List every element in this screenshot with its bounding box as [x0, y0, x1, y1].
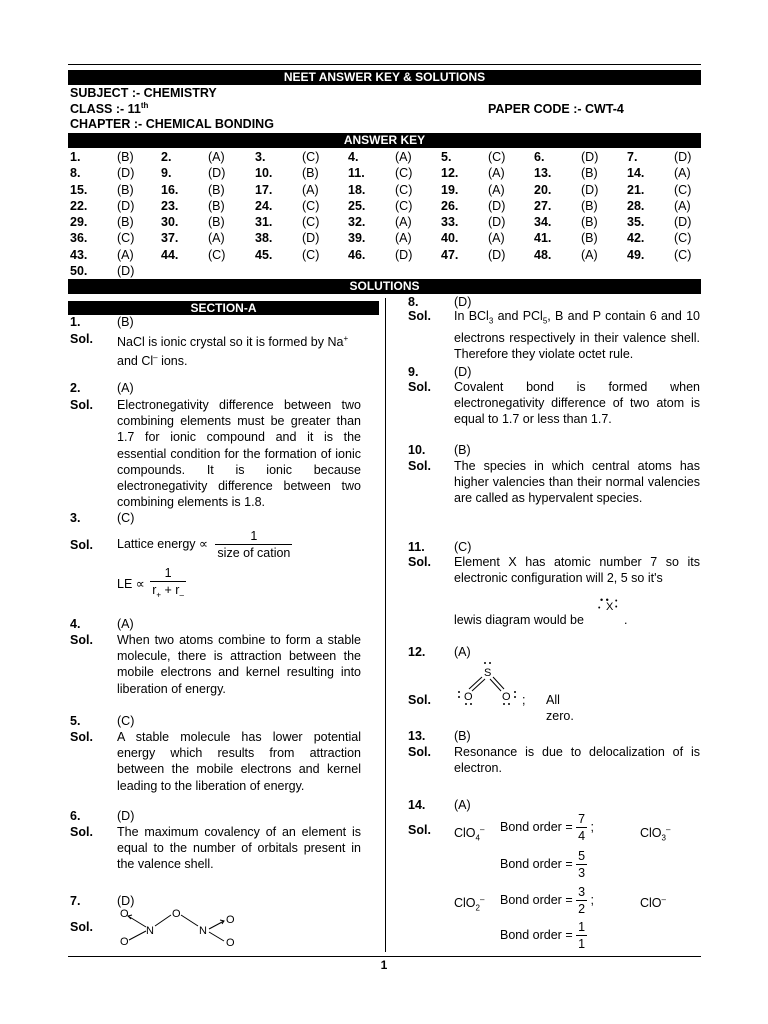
answer-key-answer: (A)	[302, 182, 319, 197]
answer-key-answer: (C)	[302, 247, 320, 262]
answer-key-question-number: 24.	[255, 198, 273, 213]
answer-key-question-number: 44.	[161, 247, 179, 262]
answer-key-question-number: 30.	[161, 215, 179, 230]
svg-text:O: O	[172, 908, 181, 920]
answer-key-question-number: 32.	[348, 215, 366, 230]
answer-key-answer: (B)	[117, 150, 134, 164]
answer-key-answer: (D)	[674, 150, 692, 164]
answer-key-answer: (C)	[302, 198, 320, 213]
answer-key-question-number: 21.	[627, 182, 645, 197]
svg-text:O: O	[502, 691, 511, 703]
answer-key-question-number: 50.	[70, 264, 88, 279]
answer-key-answer: (D)	[488, 215, 506, 230]
answer-key-question-number: 5.	[441, 150, 452, 164]
answer-key-answer: (A)	[488, 166, 505, 181]
answer-key-answer: (D)	[302, 231, 320, 246]
answer-key-answer: (A)	[488, 231, 505, 246]
svg-text:N: N	[199, 925, 207, 937]
answer-key-question-number: 47.	[441, 247, 459, 262]
answer-key-row	[68, 166, 701, 182]
answer-key-question-number: 22.	[70, 198, 88, 213]
answer-key-answer: (B)	[208, 182, 225, 197]
answer-key-grid	[68, 150, 701, 280]
answer-key-answer: (A)	[488, 182, 505, 197]
answer-key-question-number: 18.	[348, 182, 366, 197]
answer-key-question-number: 14.	[627, 166, 645, 181]
answer-key-row	[68, 264, 701, 280]
n2o5-structure-diagram	[118, 905, 248, 950]
answer-key-answer: (C)	[674, 231, 692, 246]
answer-key-question-number: 43.	[70, 247, 88, 262]
answer-key-answer: (A)	[395, 215, 412, 230]
answer-key-answer: (C)	[488, 150, 506, 164]
answer-key-answer: (D)	[581, 150, 599, 164]
answer-key-answer: (D)	[581, 182, 599, 197]
answer-key-answer: (C)	[674, 247, 692, 262]
answer-key-question-number: 45.	[255, 247, 273, 262]
bottom-rule	[68, 956, 701, 957]
paper-code: PAPER CODE :- CWT-4	[488, 102, 624, 116]
chapter: CHAPTER :- CHEMICAL BONDING	[70, 117, 274, 131]
svg-text:O: O	[226, 937, 235, 949]
answer-key-row	[68, 183, 701, 199]
answer-key-answer: (C)	[395, 182, 413, 197]
answer-key-answer: (D)	[488, 198, 506, 213]
answer-key-answer: (B)	[208, 198, 225, 213]
svg-text:O: O	[226, 914, 235, 926]
answer-key-question-number: 37.	[161, 231, 179, 246]
answer-key-answer: (A)	[395, 150, 412, 164]
answer-key-answer: (D)	[395, 247, 413, 262]
answer-key-answer: (D)	[117, 198, 135, 213]
page-number: 1	[380, 958, 388, 972]
answer-key-question-number: 6.	[534, 150, 545, 164]
svg-text:O: O	[464, 691, 473, 703]
answer-key-answer: (B)	[117, 215, 134, 230]
answer-key-row	[68, 199, 701, 215]
answer-key-question-number: 4.	[348, 150, 359, 164]
answer-key-answer: (A)	[208, 150, 225, 164]
answer-key-answer: (A)	[208, 231, 225, 246]
answer-key-answer: (B)	[581, 231, 598, 246]
answer-key-answer: (D)	[117, 264, 135, 279]
svg-text:N: N	[146, 925, 154, 937]
answer-key-question-number: 2.	[161, 150, 172, 164]
answer-key-answer: (C)	[674, 182, 692, 197]
answer-key-question-number: 49.	[627, 247, 645, 262]
answer-key-question-number: 25.	[348, 198, 366, 213]
answer-key-question-number: 28.	[627, 198, 645, 213]
answer-key-answer: (B)	[581, 198, 598, 213]
answer-key-question-number: 34.	[534, 215, 552, 230]
answer-key-answer: (D)	[117, 166, 135, 181]
answer-key-question-number: 38.	[255, 231, 273, 246]
answer-key-question-number: 9.	[161, 166, 172, 181]
svg-text:O: O	[120, 936, 129, 948]
subject: SUBJECT :- CHEMISTRY	[70, 86, 217, 100]
svg-text:O: O	[120, 908, 129, 920]
page-title: NEET ANSWER KEY & SOLUTIONS	[68, 70, 701, 85]
answer-key-question-number: 13.	[534, 166, 552, 181]
lewis-dot-x: X • • • • •	[598, 595, 618, 613]
answer-key-answer: (C)	[302, 150, 320, 164]
answer-key-question-number: 46.	[348, 247, 366, 262]
top-rule	[68, 64, 701, 65]
answer-key-question-number: 40.	[441, 231, 459, 246]
answer-key-question-number: 15.	[70, 182, 88, 197]
answer-key-question-number: 19.	[441, 182, 459, 197]
answer-key-question-number: 11.	[348, 166, 365, 181]
answer-key-question-number: 36.	[70, 231, 88, 246]
answer-key-question-number: 26.	[441, 198, 459, 213]
answer-key-answer: (C)	[302, 215, 320, 230]
answer-key-answer: (D)	[674, 215, 692, 230]
answer-key-question-number: 41.	[534, 231, 552, 246]
answer-key-question-number: 23.	[161, 198, 179, 213]
answer-key-row	[68, 231, 701, 247]
answer-key-question-number: 17.	[255, 182, 273, 197]
answer-key-answer: (B)	[117, 182, 134, 197]
answer-key-question-number: 33.	[441, 215, 459, 230]
solutions-title: SOLUTIONS	[68, 279, 701, 294]
answer-key-answer: (B)	[208, 215, 225, 230]
answer-key-answer: (A)	[674, 166, 691, 181]
answer-key-answer: (D)	[208, 166, 226, 181]
answer-key-question-number: 12.	[441, 166, 459, 181]
answer-key-question-number: 16.	[161, 182, 179, 197]
answer-key-question-number: 29.	[70, 215, 88, 230]
answer-key-answer: (B)	[302, 166, 319, 181]
answer-key-answer: (A)	[117, 247, 134, 262]
answer-key-question-number: 8.	[70, 166, 81, 181]
answer-key-answer: (D)	[488, 247, 506, 262]
answer-key-question-number: 3.	[255, 150, 266, 164]
answer-key-answer: (A)	[395, 231, 412, 246]
answer-key-question-number: 10.	[255, 166, 273, 181]
answer-key-question-number: 7.	[627, 150, 638, 164]
answer-key-answer: (B)	[581, 215, 598, 230]
answer-key-question-number: 20.	[534, 182, 552, 197]
answer-key-question-number: 31.	[255, 215, 273, 230]
answer-key-answer: (B)	[581, 166, 598, 181]
answer-key-row	[68, 248, 701, 264]
answer-key-question-number: 42.	[627, 231, 645, 246]
section-a-header: SECTION-A	[68, 301, 379, 315]
column-divider	[385, 298, 386, 952]
answer-key-question-number: 48.	[534, 247, 552, 262]
answer-key-question-number: 35.	[627, 215, 645, 230]
answer-key-answer: (C)	[208, 247, 226, 262]
svg-text:S: S	[484, 667, 492, 679]
answer-key-answer: (C)	[395, 166, 413, 181]
answer-key-answer: (A)	[581, 247, 598, 262]
answer-key-title: ANSWER KEY	[68, 133, 701, 148]
answer-key-question-number: 39.	[348, 231, 366, 246]
answer-key-answer: (A)	[674, 198, 691, 213]
answer-key-question-number: 27.	[534, 198, 552, 213]
class: CLASS :- 11th	[70, 101, 149, 117]
answer-key-answer: (C)	[117, 231, 135, 246]
answer-key-row	[68, 150, 701, 166]
answer-key-answer: (C)	[395, 198, 413, 213]
answer-key-row	[68, 215, 701, 231]
answer-key-question-number: 1.	[70, 150, 81, 164]
